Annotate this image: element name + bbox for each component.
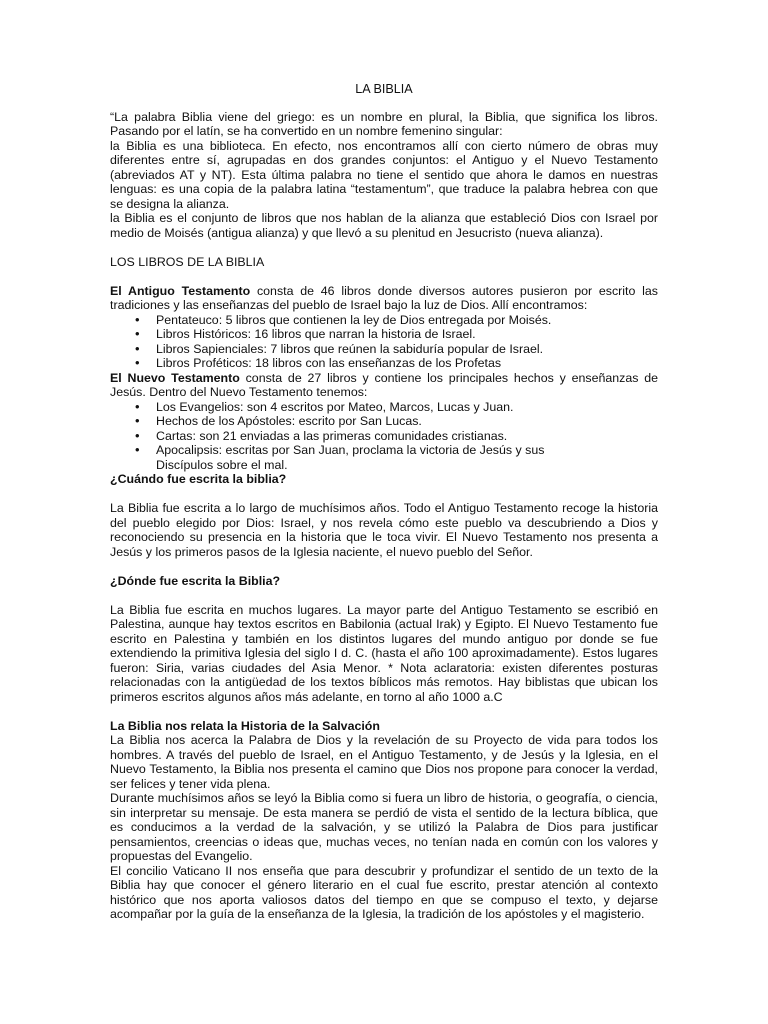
spacer xyxy=(110,704,658,719)
document-page xyxy=(110,82,658,922)
antiguo-testamento-paragraph xyxy=(110,284,658,313)
list-item: • Libros Históricos: 16 libros que narran la historia de Israel. xyxy=(156,327,658,342)
antiguo-testamento-label: El Antiguo Testamento xyxy=(110,283,251,298)
list-item: • Los Evangelios: son 4 escritos por Mateo, Marcos, Lucas y Juan. xyxy=(156,400,568,415)
list-item: • Libros Sapienciales: 7 libros que reúnen la sabiduría popular de Israel. xyxy=(156,342,658,357)
nuevo-testamento-label: El Nuevo Testamento xyxy=(110,370,240,385)
spacer xyxy=(110,269,658,284)
cuando-heading: ¿Cuándo fue escrita la biblia? xyxy=(110,472,287,486)
section-heading-libros: LOS LIBROS DE LA BIBLIA xyxy=(110,254,265,269)
donde-heading: ¿Dónde fue escrita la Biblia? xyxy=(110,573,281,588)
intro-paragraph-1: “La palabra Biblia viene del griego: es un nombre en plural, la Biblia, que significa los libros. Pasando por el latín, se ha convertido en un nombre femenino singular: xyxy=(110,109,658,138)
salvacion-paragraph-3: El concilio Vaticano II nos enseña que para descubrir y profundizar el sentido de un texto de la Biblia hay que conocer el género literario en el cual fue escrito, prestar atención al contexto histórico que nos aporta valiosos datos del tiempo en que se compuso el texto, y dejarse acompañar por la guía de la enseñanza de la Iglesia, la tradición de los apóstoles y el magisterio. xyxy=(110,863,658,921)
salvacion-heading: La Biblia nos relata la Historia de la Salvación xyxy=(110,718,380,733)
donde-paragraph: La Biblia fue escrita en muchos lugares. La mayor parte del Antiguo Testamento se escribió en Palestina, aunque hay textos escritos en Babilonia (actual Irak) y Egipto. El Nuevo Testamento fue escrito en Palestina y también en los distintos lugares del mundo antiguo por donde se fue extendiendo la primitiva Iglesia del siglo I d. C. (hasta el año 100 aproximadamente). Estos lugares fueron: Siria, varias ciudades del Asia Menor. * Nota aclaratoria: existen diferentes posturas relacionadas con la antigüedad de los textos bíblicos más remotos. Hay biblistas que ubican los primeros escritos algunos años más adelante, en torno al año 1000 a.C xyxy=(110,602,658,704)
list-item: • Hechos de los Apóstoles: escrito por San Lucas. xyxy=(156,414,568,429)
document-title: LA BIBLIA xyxy=(355,82,413,96)
list-item: • Cartas: son 21 enviadas a las primeras comunidades cristianas. xyxy=(156,429,568,444)
antiguo-testamento-text: consta de 46 libros donde diversos autores pusieron por escrito las tradiciones y las enseñanzas del pueblo de Israel bajo la luz de Dios. Allí encontramos: xyxy=(110,283,659,312)
nuevo-testamento-text: consta de 27 libros y contiene los principales hechos y enseñanzas de Jesús. Dentro del Nuevo Testamento tenemos: xyxy=(110,370,658,399)
spacer xyxy=(110,240,658,255)
spacer xyxy=(110,487,658,502)
nuevo-testamento-paragraph xyxy=(110,371,658,400)
intro-paragraph-3: la Biblia es el conjunto de libros que nos hablan de la alianza que estableció Dios con Israel por medio de Moisés (antigua alianza) y que llevó a su plenitud en Jesucristo (nueva alianza). xyxy=(110,211,658,240)
list-item: • Libros Proféticos: 18 libros con las enseñanzas de los Profetas xyxy=(156,356,658,371)
list-item: • Apocalipsis: escritas por San Juan, proclama la victoria de Jesús y sus Discípulos sobre el mal. xyxy=(156,443,568,472)
antiguo-testamento-list xyxy=(110,313,658,371)
nuevo-testamento-list xyxy=(110,400,658,473)
intro-paragraph-2: la Biblia es una biblioteca. En efecto, nos encontramos allí con cierto número de obras muy diferentes entre sí, agrupadas en dos grandes conjuntos: el Antiguo y el Nuevo Testamento (abreviados AT y NT). Esta última palabra no tiene el sentido que ahora le damos en nuestras lenguas: es una copia de la palabra latina “testamentum”, que traduce la palabra hebrea con que se designa la alianza. xyxy=(110,138,658,211)
salvacion-paragraph-2: Durante muchísimos años se leyó la Biblia como si fuera un libro de historia, o geografía, o ciencia, sin interpretar su mensaje. De esta manera se perdió de vista el sentido de la lectura bíblica, que es conducimos a la verdad de la salvación, y se utilizó la Palabra de Dios para justificar pensamientos, creencias o ideas que, muchas veces, no tenían nada en común con los valores y propuestas del Evangelio. xyxy=(110,791,658,863)
list-item: • Pentateuco: 5 libros que contienen la ley de Dios entregada por Moisés. xyxy=(156,313,658,328)
cuando-paragraph: La Biblia fue escrita a lo largo de muchísimos años. Todo el Antiguo Testamento recoge la historia del pueblo elegido por Dios: Israel, y nos revela cómo este pueblo va descubriendo a Dios y reconociendo su presencia en la historia que le toca vivir. El Nuevo Testamento nos presenta a Jesús y los primeros pasos de la Iglesia naciente, el nuevo pueblo del Señor. xyxy=(110,501,658,559)
salvacion-paragraph-1: La Biblia nos acerca la Palabra de Dios y la revelación de su Proyecto de vida para todos los hombres. A través del pueblo de Israel, en el Antiguo Testamento, y de Jesús y la Iglesia, en el Nuevo Testamento, la Biblia nos presenta el camino que Dios nos propone para conocer la verdad, ser felices y tener vida plena. xyxy=(110,733,658,791)
spacer xyxy=(110,588,658,603)
spacer xyxy=(110,559,658,574)
